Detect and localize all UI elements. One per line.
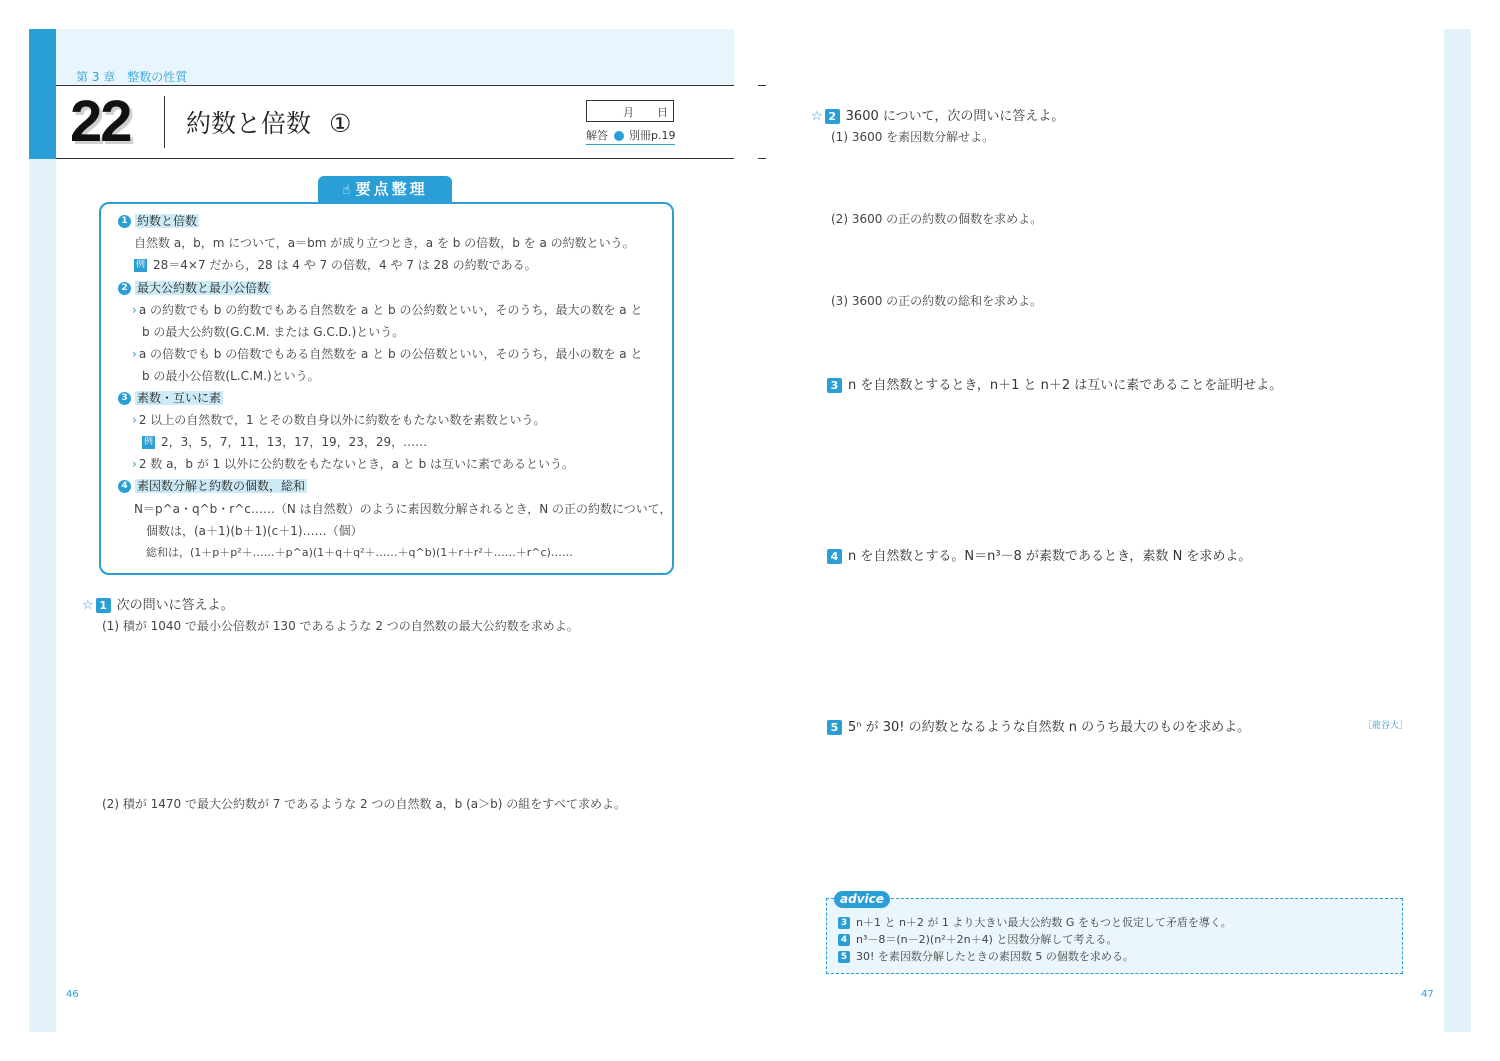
summary-s2-l1b: b の最大公約数(G.C.M. または G.C.D.)という。 [142,325,405,339]
summary-s2-title [118,279,271,296]
problem-5-source: ［龍谷大］ [1363,721,1409,731]
s3-l1-text: 2 以上の自然数で，1 とその数自身以外に約数をもたない数を素数という。 [138,413,546,427]
s1-num-icon: 1 [118,215,131,228]
answer-icon [614,131,624,141]
advice-label: advice [834,891,890,908]
s4-title: 素因数分解と約数の個数，総和 [137,479,306,493]
problem-1-num: 1 [96,598,111,613]
problem-1-sub1: (1) 積が 1040 で最小公倍数が 130 であるような 2 つの自然数の最大公約数を求めよ。 [102,619,579,633]
problem-4-num: 4 [827,549,842,564]
date-day: 日 [657,106,668,119]
summary-s4-l2: 個数は，(a＋1)(b＋1)(c＋1)……（個） [146,524,363,538]
right-page [750,0,1500,1061]
summary-tab-label: 要点整理 [355,180,428,198]
summary-s3-example [142,433,427,450]
date-box [586,100,674,122]
s2-l1a-text: a の約数でも b の約数でもある自然数を a と b の公約数といい，そのうち，最大の数を a と [138,303,643,317]
page-number-left: 46 [66,989,79,1000]
header-rule-top [56,85,734,86]
summary-s2-l2a [132,345,642,362]
problem-2-sub3: (3) 3600 の正の約数の総和を求めよ。 [831,294,1043,308]
s3-title: 素数・互いに素 [137,391,222,405]
problem-1 [82,594,234,613]
summary-s4-l3: 総和は，(1＋p＋p²＋……＋p^a)(1＋q＋q²＋……＋q^b)(1＋r＋r²＋……＋r^c)…… [146,546,573,559]
problem-2-sub1: (1) 3600 を素因数分解せよ。 [831,130,995,144]
summary-s4-l1: N＝p^a・q^b・r^c……（N は自然数）のように素因数分解されるとき，N の正の約数について， [134,502,672,516]
s3-l2-text: 2 数 a，b が 1 以外に公約数をもたないとき，a と b は互いに素であるという。 [138,457,575,471]
summary-s1-line1: 自然数 a，b，m について，a＝bm が成り立つとき，a を b の倍数，b を a の約数という。 [134,236,635,250]
problem-3-text: n を自然数とするとき，n＋1 と n＋2 は互いに素であることを証明せよ。 [848,378,1283,393]
s2-num-icon: 2 [118,282,131,295]
s3-num-icon: 3 [118,392,131,405]
date-month: 月 [623,106,634,119]
problem-4 [827,545,1251,564]
pointer-icon: ☝ [342,183,351,198]
chevron-right-icon: › [132,303,137,317]
s1-title: 約数と倍数 [137,214,198,228]
problem-3 [827,374,1282,393]
summary-s1-title [118,212,199,229]
s3-example-text: 2，3，5，7，11，13，17，19，23，29，…… [161,435,428,449]
star-icon: ☆ [82,598,94,613]
summary-s2-l1a [132,301,642,318]
advice-item-2-num: 4 [838,934,850,946]
advice-item [838,948,1134,964]
chevron-right-icon: › [132,347,137,361]
chevron-right-icon: › [132,457,137,471]
lesson-title [186,104,351,140]
left-blue-band [29,29,56,159]
advice-item [838,914,1232,930]
lesson-number: 22 [70,89,131,154]
s2-l2a-text: a の倍数でも b の倍数でもある自然数を a と b の公倍数といい，そのうち，最小の数を a と [138,347,643,361]
chapter-label: 第 3 章 整数の性質 [76,70,188,84]
right-header-band [758,29,1444,85]
advice-item-3-text: 30! を素因数分解したときの素因数 5 の個数を求める。 [856,950,1134,963]
problem-1-sub2: (2) 積が 1470 で最大公約数が 7 であるような 2 つの自然数 a，b (a＞b) の組をすべて求めよ。 [102,797,627,811]
s2-title: 最大公約数と最小公倍数 [137,281,270,295]
summary-s1-example [134,256,537,273]
chevron-right-icon: › [132,413,137,427]
page-number-right: 47 [1421,989,1434,1000]
problem-4-text: n を自然数とする。N＝n³－8 が素数であるとき，素数 N を求めよ。 [848,549,1252,564]
answer-label: 解答 [586,129,608,142]
problem-1-text: 次の問いに答えよ。 [116,598,234,613]
advice-item [838,931,1117,947]
s1-example-text: 28＝4×7 だから，28 は 4 や 7 の倍数，4 や 7 は 28 の約数である。 [153,258,537,272]
right-rule-top [758,85,766,86]
advice-item-3-num: 5 [838,951,850,963]
s3-example-badge: 例 [143,437,153,447]
star-icon: ☆ [811,109,823,124]
problem-5 [827,716,1250,735]
lesson-part: ① [328,109,352,138]
summary-s3-title [118,389,223,406]
summary-s4-title [118,477,307,494]
summary-tab [318,176,452,202]
summary-s3-l2 [132,455,574,472]
advice-item-1-num: 3 [838,917,850,929]
problem-5-num: 5 [827,720,842,735]
summary-s3-l1 [132,411,545,428]
problem-3-num: 3 [827,378,842,393]
right-light-band [1444,29,1471,1032]
problem-2-text: 3600 について，次の問いに答えよ。 [845,109,1065,124]
summary-s2-l2b: b の最小公倍数(L.C.M.)という。 [142,369,320,383]
title-divider [164,96,165,148]
problem-5-text: 5ⁿ が 30! の約数となるような自然数 n のうち最大のものを求めよ。 [848,720,1251,735]
advice-item-1-text: n＋1 と n＋2 が 1 より大きい最大公約数 G をもつと仮定して矛盾を導く。 [856,916,1232,929]
left-light-band [29,159,56,1032]
answer-page: 別冊p.19 [629,129,676,142]
problem-2 [811,105,1064,124]
problem-2-sub2: (2) 3600 の正の約数の個数を求めよ。 [831,212,1043,226]
header-rule-bottom [56,158,734,159]
s1-example-badge: 例 [135,260,145,270]
problem-2-num: 2 [825,109,840,124]
lesson-title-text: 約数と倍数 [186,109,312,138]
advice-item-2-text: n³－8＝(n－2)(n²＋2n＋4) と因数分解して考える。 [856,933,1118,946]
right-rule-bottom [758,158,766,159]
s4-num-icon: 4 [118,480,131,493]
answer-ref [586,127,675,145]
